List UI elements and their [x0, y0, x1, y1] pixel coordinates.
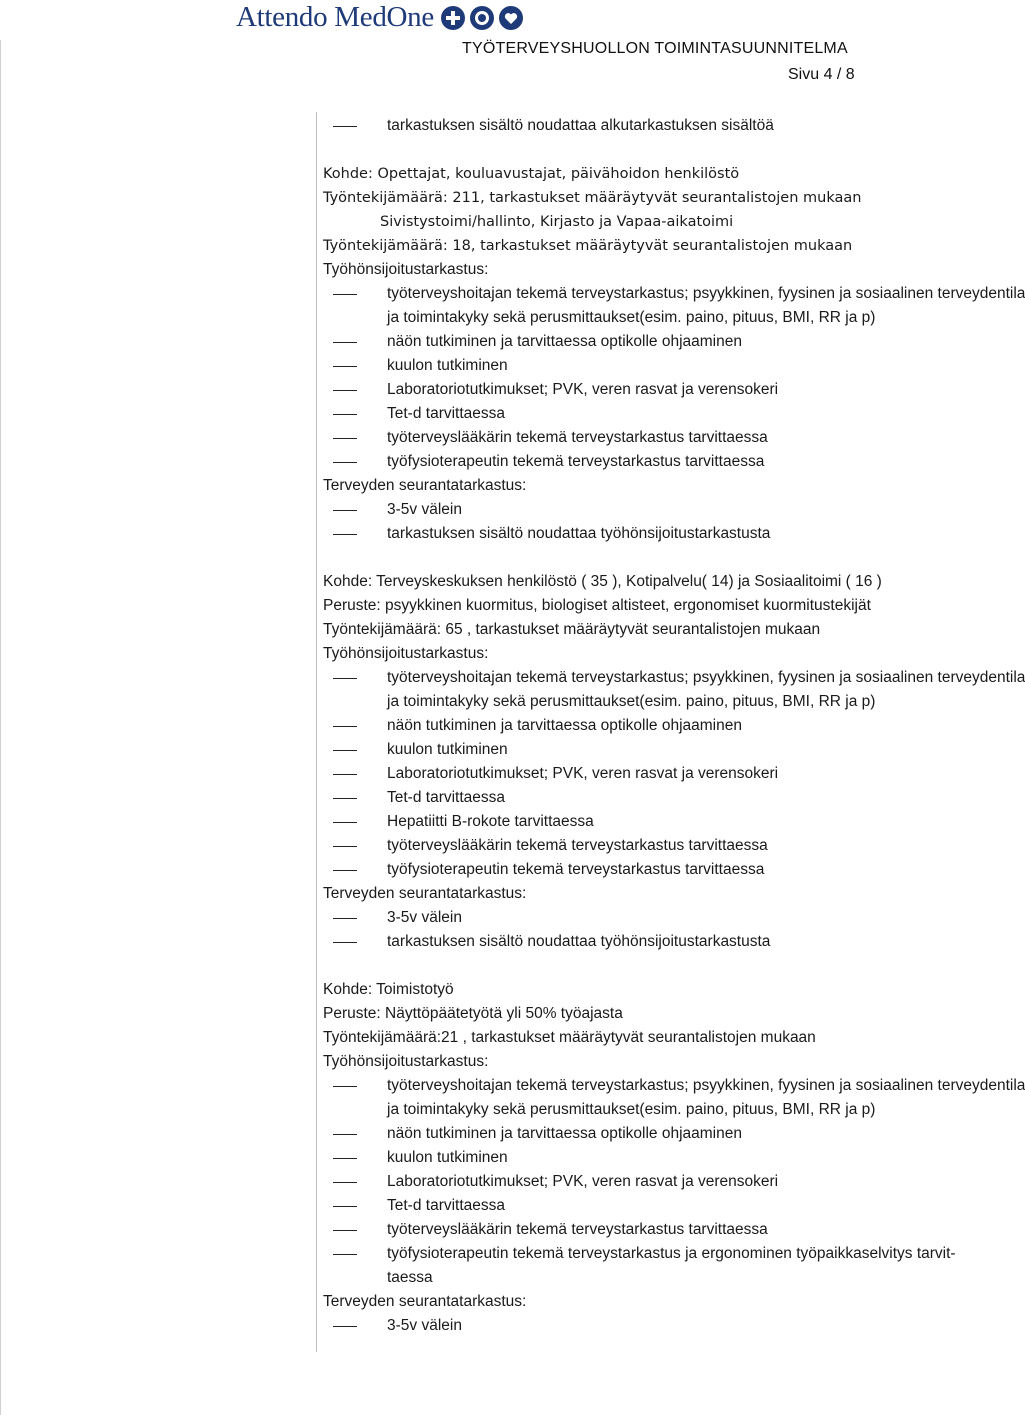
list-item: kuulon tutkiminen: [323, 354, 963, 378]
company-logo: [236, 0, 524, 34]
list-item: Tet-d tarvittaessa: [323, 1194, 963, 1218]
plus-circle-icon: [440, 5, 466, 31]
list-item-continuation: ja toimintakyky sekä perusmittaukset(esim. paino, pituus, BMI, RR ja p): [387, 1101, 876, 1118]
list-item: näön tutkiminen ja tarvittaessa optikolle ohjaaminen: [323, 330, 963, 354]
list-item: työterveyshoitajan tekemä terveystarkastus; psyykkinen, fyysinen ja sosiaalinen terveydentila: [323, 666, 963, 690]
blank-line: [323, 138, 963, 162]
text-line: Kohde: Terveyskeskuksen henkilöstö ( 35 ), Kotipalvelu( 14) ja Sosiaalitoimi ( 16 ): [323, 573, 882, 590]
list-item: 3-5v välein: [323, 1314, 963, 1338]
list-item: työfysioterapeutin tekemä terveystarkastus ja ergonominen työpaikkaselvitys tarvit-: [323, 1242, 963, 1266]
indented-text-line: Sivistystoimi/hallinto, Kirjasto ja Vapaa-aikatoimi: [380, 214, 734, 230]
text-line: Työhönsijoitustarkastus:: [323, 645, 489, 662]
text-line: Työhönsijoitustarkastus:: [323, 1053, 489, 1070]
list-item: 3-5v välein: [323, 906, 963, 930]
text-line: Työhönsijoitustarkastus:: [323, 261, 489, 278]
list-item-continuation: taessa: [387, 1269, 433, 1286]
list-item: näön tutkiminen ja tarvittaessa optikolle ohjaaminen: [323, 1122, 963, 1146]
list-item-continuation: ja toimintakyky sekä perusmittaukset(esim. paino, pituus, BMI, RR ja p): [387, 309, 876, 326]
list-item: työterveyshoitajan tekemä terveystarkastus; psyykkinen, fyysinen ja sosiaalinen terveydentila: [323, 282, 963, 306]
list-item: kuulon tutkiminen: [323, 738, 963, 762]
blank-line: [323, 954, 963, 978]
text-line: Kohde: Toimistotyö: [323, 981, 454, 998]
text-line: Työntekijämäärä:21 , tarkastukset määräytyvät seurantalistojen mukaan: [323, 1029, 816, 1046]
page-number: Sivu 4 / 8: [788, 66, 855, 83]
list-item: työfysioterapeutin tekemä terveystarkastus tarvittaessa: [323, 858, 963, 882]
left-margin-rule: [0, 40, 1, 1415]
heart-circle-icon: [498, 5, 524, 31]
text-line: Terveyden seurantatarkastus:: [323, 1293, 527, 1310]
list-item: Laboratoriotutkimukset; PVK, veren rasvat ja verensokeri: [323, 762, 963, 786]
text-line: Peruste: Näyttöpäätetyötä yli 50% työajasta: [323, 1005, 623, 1022]
text-line: Terveyden seurantatarkastus:: [323, 885, 527, 902]
list-item: tarkastuksen sisältö noudattaa työhönsijoitustarkastusta: [323, 930, 963, 954]
list-item: työterveyslääkärin tekemä terveystarkastus tarvittaessa: [323, 1218, 963, 1242]
list-item: työfysioterapeutin tekemä terveystarkastus tarvittaessa: [323, 450, 963, 474]
list-item: näön tutkiminen ja tarvittaessa optikolle ohjaaminen: [323, 714, 963, 738]
text-margin-rule: [316, 112, 317, 1352]
document-body: [323, 114, 1025, 1338]
text-line: Peruste: psyykkinen kuormitus, biologiset altisteet, ergonomiset kuormitustekijät: [323, 597, 871, 614]
list-item: Tet-d tarvittaessa: [323, 786, 963, 810]
target-circle-icon: [469, 5, 495, 31]
logo-text: Attendo MedOne: [236, 1, 434, 33]
text-line: Kohde: Opettajat, kouluavustajat, päivähoidon henkilöstö: [323, 166, 740, 182]
list-item: työterveyshoitajan tekemä terveystarkastus; psyykkinen, fyysinen ja sosiaalinen terveydentila: [323, 1074, 963, 1098]
list-item: työterveyslääkärin tekemä terveystarkastus tarvittaessa: [323, 834, 963, 858]
list-item: 3-5v välein: [323, 498, 963, 522]
list-item-continuation: ja toimintakyky sekä perusmittaukset(esim. paino, pituus, BMI, RR ja p): [387, 693, 876, 710]
text-line: Työntekijämäärä: 65 , tarkastukset määräytyvät seurantalistojen mukaan: [323, 621, 821, 638]
list-item: kuulon tutkiminen: [323, 1146, 963, 1170]
document-title: TYÖTERVEYSHUOLLON TOIMINTASUUNNITELMA: [462, 40, 848, 57]
list-item: tarkastuksen sisältö noudattaa alkutarkastuksen sisältöä: [323, 114, 963, 138]
list-item: Laboratoriotutkimukset; PVK, veren rasvat ja verensokeri: [323, 378, 963, 402]
text-line: Työntekijämäärä: 18, tarkastukset määräytyvät seurantalistojen mukaan: [323, 238, 853, 254]
list-item: Tet-d tarvittaessa: [323, 402, 963, 426]
text-line: Työntekijämäärä: 211, tarkastukset määräytyvät seurantalistojen mukaan: [323, 190, 862, 206]
list-item: Hepatiitti B-rokote tarvittaessa: [323, 810, 963, 834]
text-line: Terveyden seurantatarkastus:: [323, 477, 527, 494]
logo-symbols: [440, 5, 524, 31]
list-item: tarkastuksen sisältö noudattaa työhönsijoitustarkastusta: [323, 522, 963, 546]
list-item: työterveyslääkärin tekemä terveystarkastus tarvittaessa: [323, 426, 963, 450]
list-item: Laboratoriotutkimukset; PVK, veren rasvat ja verensokeri: [323, 1170, 963, 1194]
blank-line: [323, 546, 963, 570]
